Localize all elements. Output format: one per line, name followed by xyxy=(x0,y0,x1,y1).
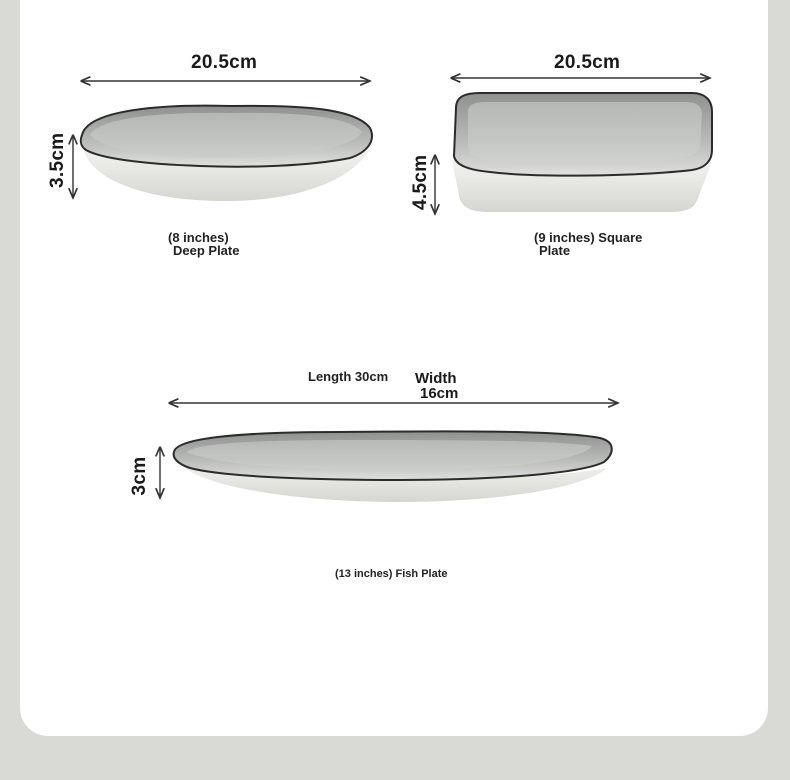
fish-plate-caption: (13 inches) Fish Plate xyxy=(335,568,448,580)
deep-plate-image xyxy=(81,106,372,201)
square-plate-height-label: 4.5cm xyxy=(410,154,431,210)
square-plate-caption-line2: Plate xyxy=(539,243,571,258)
fish-plate-width-label-line1: Width xyxy=(415,370,457,387)
deep-plate-caption-line1: (8 inches) xyxy=(168,230,229,245)
fish-plate-width-label-line2: 16cm xyxy=(420,385,459,402)
deep-plate-height-label: 3.5cm xyxy=(47,132,68,188)
fish-plate-height-label: 3cm xyxy=(129,456,150,496)
product-card xyxy=(20,0,768,736)
fish-plate-image xyxy=(174,431,612,502)
fish-plate-length-label: Length 30cm xyxy=(308,369,389,384)
deep-plate-caption-line2: Deep Plate xyxy=(173,243,240,258)
square-plate-image xyxy=(452,93,712,212)
deep-plate-width-label: 20.5cm xyxy=(191,52,258,73)
square-plate-caption-line1: (9 inches) Square xyxy=(534,230,643,245)
square-plate-width-label: 20.5cm xyxy=(554,52,621,73)
plates-illustration xyxy=(20,0,768,736)
